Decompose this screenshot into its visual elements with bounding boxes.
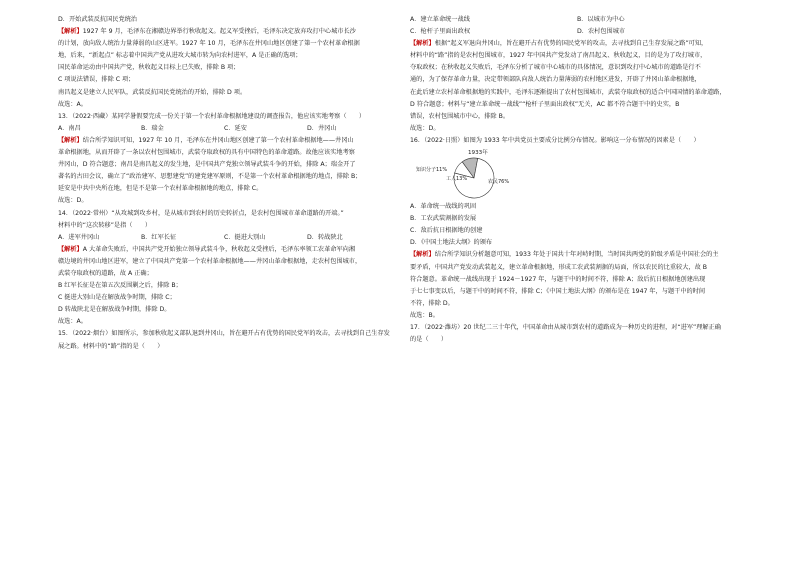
left-column: [58, 14, 390, 353]
q16-analysis-line: 符合题意。革命统一战线出现于 1924－1927 年，与题干中的时间不符，排除 A；敌后抗日根据地创建出现: [410, 275, 706, 283]
q14-analysis-line: D 转战陕北是在解放战争时期，排除 D。: [58, 306, 171, 314]
q14-stem: 材料中的“这次转移”是指（ ）: [58, 221, 152, 229]
pie-label-intellectual: 知识分子11%: [416, 167, 448, 174]
q17-stem: 的是（ ）: [410, 336, 448, 344]
q16-option-a: A．革命统一战线的巩固: [410, 203, 477, 211]
q15-options-row: [410, 26, 744, 38]
q13-analysis-line: 井冈山，D 符合题意；南昌是南昌起义的发生地，是中国共产党独立领导武装斗争的开始，排除 A；瑞金开了: [58, 161, 356, 169]
q16-option-d: D．《中国土地法大纲》的颁布: [410, 239, 493, 247]
q15-option-d: D．农村包围城市: [577, 28, 626, 36]
q13-analysis-line: 延安是中共中央所在地，但是不是第一个农村革命根据地的地点，排除 C。: [58, 185, 263, 193]
pie-label-peasant: 农民76%: [488, 179, 510, 186]
q13-option-b: B．瑞金: [141, 124, 164, 132]
q14-analysis-line: B 红军长征是在第五次反围剿之后，排除 B；: [58, 282, 182, 290]
q14-answer: 故选：A。: [58, 318, 87, 326]
q14-option-d: D．转战陕北: [307, 233, 343, 241]
q15-answer: 故选：D。: [410, 124, 440, 132]
pie-year-label: 1933年: [468, 150, 488, 157]
q16-option-b: B．工农武装割据的发展: [410, 215, 477, 223]
analysis-tag: 【解析】: [410, 251, 435, 259]
analysis-tag: 【解析】: [58, 28, 83, 36]
q14-option-a: A．进军井冈山: [58, 233, 100, 241]
q12-analysis-line: 国民革命运动由中国共产党，秋收起义目标上已失败，排除 B 项；: [58, 64, 240, 72]
q12-option-d: D．开始武装反抗国民党统治: [58, 16, 138, 23]
q13-answer: 故选：D。: [58, 197, 88, 205]
q15-option-b: B．以城市为中心: [577, 16, 625, 23]
q15-option-c: C．枪杆子里面出政权: [410, 28, 471, 36]
q13-option-c: C．延安: [224, 124, 247, 132]
q14-stem: 14．（2022·常州）“从攻城到攻乡村，是从城市到农村的历史转折点，是农村包围城市革命道路的开端。”: [58, 209, 344, 217]
q12-analysis-line: 的计划，放向敌人统治力量薄弱的山区进军。1927 年 10 月，毛泽东在井冈山地区创建了第一个农村革命根据: [58, 40, 360, 48]
q14-analysis-line: 赣边境的井冈山地区进军，建立了中国共产党第一个农村革命根据地——井冈山革命根据地，走农村包围城市，: [58, 257, 362, 265]
q15-analysis-line: 在此后建立农村革命根据地的实践中，毛泽东逐渐提出了农村包围城市，武装夺取政权的适合中国国情的革命道路，: [410, 88, 726, 96]
q14-option-c: C．挺进大别山: [224, 233, 266, 241]
q13-option-d: D．井冈山: [307, 124, 337, 132]
q13-stem: 13．（2022·西藏）某同学暑假要完成一份关于第一个农村革命根据地建设的调查报告，他应该实地考察（ ）: [58, 112, 366, 120]
q15-option-a: A．建立革命统一战线: [410, 16, 470, 23]
q15-analysis-line: 夺取政权；在秋收起义失败后，毛泽东分析了城市中心城市的具体情况，意识到攻打中心城市的道路是行不: [410, 64, 701, 72]
q12-analysis-line: C 项说法错误，排除 C 项；: [58, 76, 135, 84]
pie-label-worker: 工人13%: [446, 176, 468, 183]
q13-analysis-line: 著名的古田会议，确立了“政治建军、思想建党”的建党建军原则，不是第一个农村革命根据地的地点，排除 B；: [58, 173, 362, 181]
q15-analysis-line: 错误，农村包围城市中心，排除 B。: [410, 112, 510, 120]
q13-options: [58, 123, 390, 135]
analysis-tag: 【解析】: [58, 136, 83, 144]
pie-figure: [410, 147, 744, 201]
q12-analysis-line: 南昌起义是建立人民军队，武装反抗国民党统治的开始，排除 D 项。: [58, 88, 247, 96]
q13-analysis-line: 革命根据地，从而开辟了一条以农村包围城市，武装夺取政权的具有中国特色的革命道路。故他应该实地考察: [58, 149, 355, 157]
q15-analysis-line: 材料中的“路”指的是农村包围城市，1927 年中国共产党发动了南昌起义、秋收起义，目的是为了攻打城市，: [410, 52, 707, 60]
q15-analysis-line: 通的，为了保存革命力量，决定带领部队向敌人统治力量薄弱的农村地区进发，开辟了井冈山革命根据地，: [410, 76, 701, 84]
q15-analysis-line: D 符合题意；材料与“建立革命统一战线”“枪杆子里面出政权”无关，AC 都不符合题干中的史实，B: [410, 100, 680, 108]
q15-stem: 15．（2022·烟台）如图所示，参加秋收起义部队退到井冈山，旨在避开占有优势的国民党军的攻击，去寻找到自己生存发: [58, 330, 390, 338]
q16-option-c: C．敌后抗日根据地的创建: [410, 227, 483, 235]
q12-analysis-line: 地，后来，“新起点” 标志着中国共产党从进攻大城市转为向农村进军，A 是正确的选项；: [58, 52, 302, 60]
q17-stem: 17．（2022·潍坊）20 世纪二三十年代，中国革命由从城市到农村的道路成为一种历史的进程，对“进军”理解正确: [410, 323, 721, 331]
q16-analysis-line: 要矛盾，中国共产党发动武装起义，建立革命根据地，形成工农武装割据的局面，所以农民的比重较大，故 B: [410, 263, 708, 271]
q16-analysis-line: 不符，排除 D。: [410, 299, 454, 307]
q14-options: [58, 232, 390, 244]
q15-options-row: [410, 14, 744, 26]
q13-analysis-line: 【解析】结合所学知识可知，1927 年 10 月，毛泽东在井冈山地区创建了第一个农村革命根据地——井冈山: [58, 136, 354, 144]
q14-analysis-line: C 挺进大别山是在解放战争时期，排除 C；: [58, 294, 176, 302]
q16-answer: 故选：B。: [410, 311, 439, 319]
analysis-tag: 【解析】: [58, 245, 83, 253]
q12-analysis-line: 【解析】1927 年 9 月，毛泽东在湘赣边界举行秋收起义。起义军受挫后，毛泽东决定放弃攻打中心城市长沙: [58, 28, 356, 36]
q16-stem: 16．（2022·日照）如图为 1933 年中共党员主要成分比例分布情况。影响这一分布情况的因素是（ ）: [410, 136, 700, 144]
right-column: [410, 14, 744, 346]
analysis-tag: 【解析】: [410, 40, 435, 48]
q14-option-b: B．红军长征: [141, 233, 177, 241]
q16-analysis-line: 于七七事变以后，与题干中的时间不符，排除 C；《中国土地法大纲》的颁布是在 1947 年，与题干中的时间: [410, 287, 706, 295]
q14-analysis-line: 【解析】A 大革命失败后，中国共产党开始独立领导武装斗争，秋收起义受挫后，毛泽东率领工农革命军向湘: [58, 245, 356, 253]
q14-analysis-line: 武装夺取政权的道路，故 A 正确；: [58, 269, 153, 277]
q15-stem: 展之路。材料中的“路”指的是（ ）: [58, 342, 164, 350]
q13-option-a: A．南昌: [58, 124, 81, 132]
pie-chart: [416, 147, 556, 201]
q15-analysis-line: 【解析】根据“起义军退向井冈山，旨在避开占有优势的国民党军的攻击，去寻找到自己生存发展之路”可知，: [410, 40, 708, 48]
q12-answer: 故选：A。: [58, 100, 87, 108]
q16-analysis-line: 【解析】结合所学知识分析题意可知，1933 年处于国共十年对峙时期，当时国共两党的阶级矛盾是中国社会的主: [410, 251, 719, 259]
